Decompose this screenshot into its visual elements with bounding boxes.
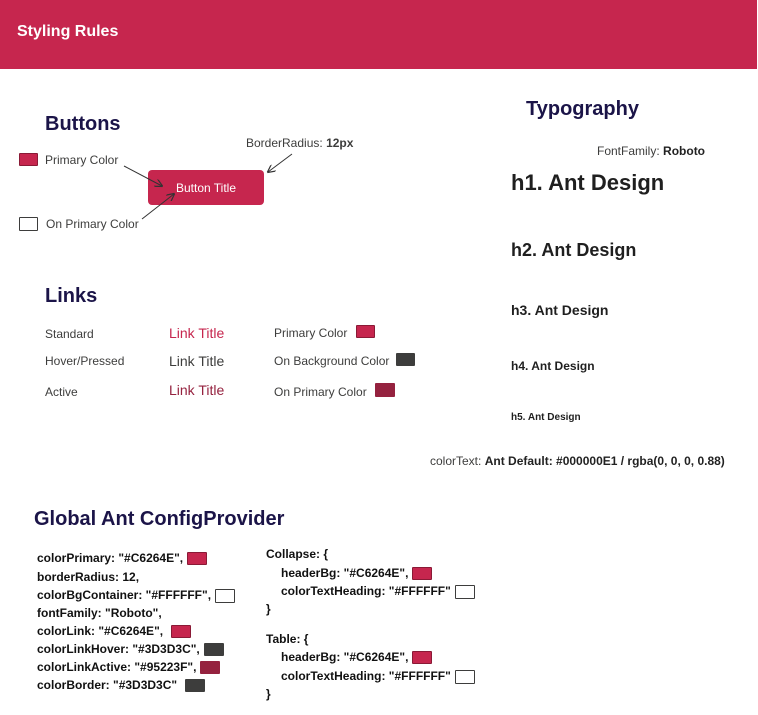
table-header-bg: headerBg: "#C6264E", [281, 650, 432, 664]
page-title: Styling Rules [17, 23, 119, 40]
color-border-swatch [185, 679, 205, 692]
table-color-text-heading-swatch [455, 670, 475, 684]
link-standard[interactable]: Link Title [169, 325, 225, 341]
border-radius-label: BorderRadius: [246, 136, 323, 150]
link-active[interactable]: Link Title [169, 382, 225, 398]
on-primary-color-label: On Primary Color [46, 217, 139, 231]
color-primary-swatch [187, 552, 207, 565]
collapse-header-bg-swatch [412, 567, 432, 580]
on-primary-color-arrow [142, 194, 174, 219]
color-link-swatch [171, 625, 191, 638]
table-color-text-heading: colorTextHeading: "#FFFFFF" [281, 669, 475, 684]
config-line-color-primary: colorPrimary: "#C6264E", [37, 551, 207, 565]
collapse-color-text-heading-swatch [455, 585, 475, 599]
font-family-annotation [597, 144, 705, 158]
sample-primary-button[interactable]: Button Title [148, 170, 264, 205]
link-state-standard: Standard [45, 327, 94, 341]
annotation-arrows [0, 0, 758, 260]
link-standard-swatch [356, 325, 375, 338]
typography-section-title: Typography [526, 98, 639, 120]
collapse-color-text-heading: colorTextHeading: "#FFFFFF" [281, 584, 475, 599]
link-active-swatch [375, 383, 395, 397]
collapse-header-bg: headerBg: "#C6264E", [281, 566, 432, 580]
link-hover[interactable]: Link Title [169, 353, 225, 369]
border-radius-arrow [268, 154, 292, 172]
heading-h1-sample: h1. Ant Design [511, 170, 665, 195]
color-text-annotation [430, 454, 725, 468]
table-close: } [266, 687, 271, 701]
font-family-value: Roboto [663, 144, 706, 158]
link-state-hover: Hover/Pressed [45, 354, 125, 368]
links-section-title: Links [45, 285, 98, 307]
config-line-color-link-active: colorLinkActive: "#95223F", [37, 660, 220, 674]
font-family-label: FontFamily: [597, 144, 660, 158]
color-link-hover-swatch [204, 643, 224, 656]
config-section-title: Global Ant ConfigProvider [34, 508, 285, 530]
config-line-color-bg-container: colorBgContainer: "#FFFFFF", [37, 588, 235, 603]
color-text-value: Ant Default: #000000E1 / rgba(0, 0, 0, 0.88) [484, 454, 725, 468]
table-header-bg-swatch [412, 651, 432, 664]
heading-h5-sample: h5. Ant Design [511, 412, 581, 423]
config-line-font-family: fontFamily: "Roboto", [37, 606, 162, 620]
link-hover-swatch [396, 353, 415, 366]
collapse-open: Collapse: { [266, 547, 329, 561]
color-text-label: colorText: [430, 454, 482, 468]
heading-h4-sample: h4. Ant Design [511, 359, 595, 373]
config-line-color-link-hover: colorLinkHover: "#3D3D3C", [37, 642, 224, 656]
config-line-color-link: colorLink: "#C6264E", [37, 624, 191, 638]
color-link-active-swatch [200, 661, 220, 674]
table-open: Table: { [266, 632, 309, 646]
link-hover-color-label: On Background Color [274, 354, 390, 368]
heading-h2-sample: h2. Ant Design [511, 240, 637, 260]
heading-h3-sample: h3. Ant Design [511, 302, 609, 318]
link-active-color-label: On Primary Color [274, 385, 367, 399]
color-bg-container-swatch [215, 589, 235, 603]
buttons-section-title: Buttons [45, 113, 121, 135]
primary-color-arrow [124, 166, 162, 186]
config-line-border-radius: borderRadius: 12, [37, 570, 140, 584]
border-radius-value: 12px [326, 136, 354, 150]
link-standard-color-label: Primary Color [274, 326, 348, 340]
collapse-close: } [266, 602, 271, 616]
primary-color-label: Primary Color [45, 153, 119, 167]
link-state-active: Active [45, 385, 78, 399]
config-line-color-border: colorBorder: "#3D3D3C" [37, 678, 205, 692]
